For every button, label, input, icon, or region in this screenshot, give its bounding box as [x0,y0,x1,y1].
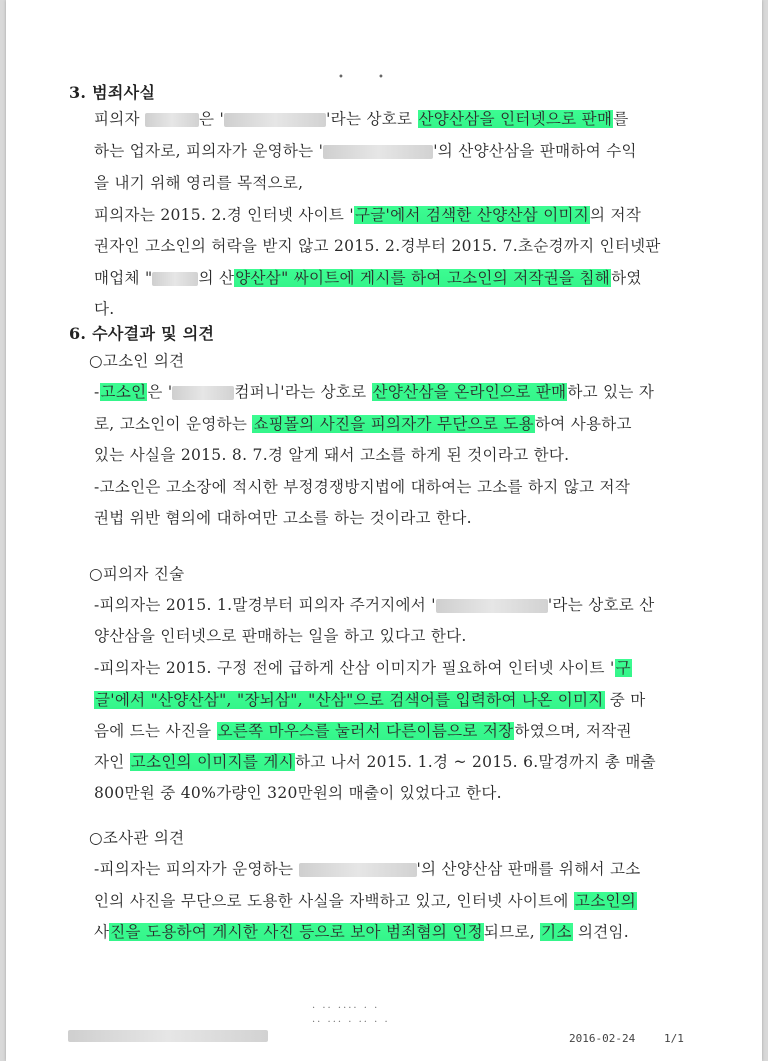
text-segment: 800만원 중 40%가량인 320만원의 매출이 있었다고 한다. [94,784,502,802]
redacted-text [152,272,198,286]
text-segment: 중 마 [604,691,646,709]
text-segment: 하였으며, 저작권 [514,722,632,740]
highlighted-text: 고소인 [100,383,147,401]
body-text-line [94,750,656,772]
text-segment: 매업체 " [94,269,153,287]
text-segment: -피의자는 피의자가 운영하는 [94,860,299,878]
body-text-line [94,266,642,288]
highlighted-text: 고소인의 [574,892,637,910]
footer-page-number: 1/1 [664,1032,684,1045]
body-text-line [94,412,632,434]
text-segment: 양산삼을 인터넷으로 판매하는 일을 하고 있다고 한다. [94,627,467,645]
text-segment: 를 [613,110,629,128]
body-text-line [94,781,502,803]
text-segment: - [94,383,100,401]
text-segment: 자인 [94,753,130,771]
highlighted-text: 구글'에서 검색한 산양산삼 이미지 [354,206,590,224]
text-segment: 사 [94,923,110,941]
suspect-statement-title: ○피의자 진술 [89,565,185,583]
redacted-text [145,113,199,127]
highlighted-text: 오른쪽 마우스를 눌러서 다른이름으로 저장 [217,722,514,740]
text-segment: 되므로, [483,923,541,941]
text-segment: 피의자는 2015. 2.경 인터넷 사이트 ' [94,206,354,224]
body-text-line [94,380,654,402]
redacted-text [172,386,234,400]
body-text-line [94,920,629,942]
text-segment: '의 산양산삼 판매를 위해서 고소 [416,860,641,878]
text-segment: -고소인은 고소장에 적시한 부정경쟁방지법에 대하여는 고소를 하지 않고 저작 [94,478,631,496]
text-segment: 있는 사실을 2015. 8. 7.경 알게 돼서 고소를 하게 된 것이라고 한다. [94,446,570,464]
body-text-line [94,234,661,256]
text-segment: '라는 상호로 [326,110,418,128]
text-segment: 권자인 고소인의 허락을 받지 않고 2015. 2.경부터 2015. 7.초순경까지 인터넷판 [94,237,661,255]
text-segment: 권법 위반 혐의에 대하여만 고소를 하는 것이라고 한다. [94,509,472,527]
highlighted-text: 고소인의 이미지를 게시 [130,753,294,771]
redacted-text [436,599,548,613]
highlighted-text: 글'에서 "산양산삼", "장뇌삼", "산삼"으로 검색어를 입력하여 나온 이미지 [95,691,604,709]
section6-heading: 6. 수사결과 및 의견 [69,324,215,343]
text-segment: 하는 업자로, 피의자가 운영하는 ' [94,142,324,160]
footer-stamp-dots: ·· ··· · ·· · · [312,1017,390,1028]
text-segment: 로, 고소인이 운영하는 [94,415,253,433]
investigator-opinion-title: ○조사관 의견 [89,829,185,847]
text-segment: 을 내기 위해 영리를 목적으로, [94,174,304,192]
text-segment: -피의자는 2015. 구정 전에 급하게 산삼 이미지가 필요하여 인터넷 사이트 ' [94,659,615,677]
body-text-line [94,107,629,129]
scan-speck: • [378,72,384,83]
redacted-text [299,863,417,877]
text-segment: 피의자 [94,110,146,128]
highlighted-text: 기소 [541,923,572,941]
highlighted-text: 진을 도용하여 게시한 사진 등으로 보아 범죄혐의 인정 [110,923,483,941]
body-text-line [94,719,632,741]
text-segment: 인의 사진을 무단으로 도용한 사실을 자백하고 있고, 인터넷 사이트에 [94,892,574,910]
text-segment: '라는 상호로 산 [547,596,655,614]
text-segment: 하고 나서 2015. 1.경 ~ 2015. 6.말경까지 총 매출 [294,753,656,771]
body-text-line [94,857,641,879]
body-text-line [94,475,630,497]
text-segment: 컴퍼니'라는 상호로 [234,383,372,401]
text-segment: 음에 드는 사진을 [94,722,217,740]
text-segment: 의 산 [198,269,235,287]
section3-heading: 3. 범죄사실 [69,83,156,102]
scan-speck: • [338,72,344,83]
redacted-text [224,113,326,127]
body-text-line [94,443,569,465]
redacted-text [323,145,433,159]
text-segment: '의 산양산삼을 판매하여 수익 [433,142,637,160]
body-text-line [94,297,115,319]
complainant-opinion-title: ○고소인 의견 [89,352,185,370]
body-text-line [94,889,637,911]
body-text-line [94,624,467,646]
text-segment: 하여 사용하고 [534,415,632,433]
highlighted-text: 쇼핑몰의 사진을 피의자가 무단으로 도용 [253,415,534,433]
body-text-line [94,139,637,161]
footer-stamp-dots: · ·· ···· · · [312,1003,380,1014]
body-text-line [94,203,641,225]
body-text-line [94,656,632,678]
text-segment: 하고 있는 자 [567,383,655,401]
text-segment: 은 ' [199,110,225,128]
highlighted-text: 산양산삼을 온라인으로 판매 [372,383,567,401]
body-text-line [94,171,303,193]
body-text-line [94,506,472,528]
text-segment: -피의자는 2015. 1.말경부터 피의자 주거지에서 ' [94,596,436,614]
body-text-line [94,688,646,710]
text-segment: 하였 [611,269,642,287]
highlighted-text: 산양산삼을 인터넷으로 판매 [418,110,613,128]
text-segment: 의견임. [572,923,629,941]
highlighted-text: 구 [615,659,631,677]
text-segment: 은 ' [147,383,173,401]
footer-redaction [68,1030,268,1042]
text-segment: 다. [94,300,115,318]
body-text-line [94,593,655,615]
document-page [6,0,762,1061]
text-segment: 의 저작 [590,206,642,224]
highlighted-text: 양산삼" 싸이트에 게시를 하여 고소인의 저작권을 침해 [235,269,611,287]
footer-date: 2016-02-24 [569,1032,636,1045]
